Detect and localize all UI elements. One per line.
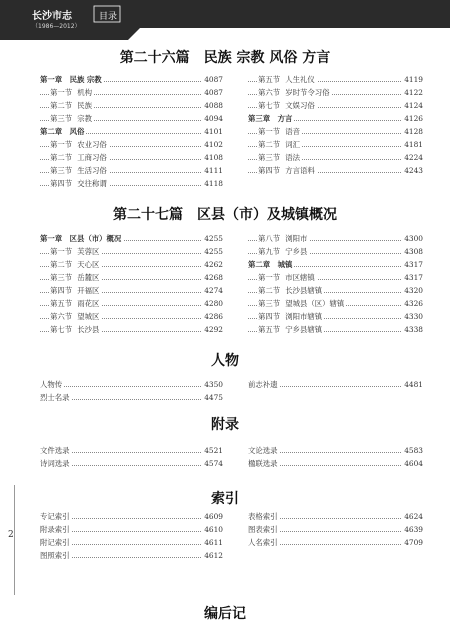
toc-entry-title	[258, 232, 309, 245]
toc-entry-label: 语音	[285, 127, 300, 136]
toc-entry-title	[50, 164, 109, 177]
toc-entry-title	[258, 138, 302, 151]
toc-entry[interactable]	[40, 86, 223, 99]
toc-entry-label: 岁时节令习俗	[285, 88, 330, 97]
toc-section-number: 第三节	[50, 166, 73, 175]
toc-column	[248, 378, 423, 391]
toc-section-number: 第七节	[50, 325, 73, 334]
toc-entry[interactable]	[248, 284, 423, 297]
toc-entry[interactable]	[248, 536, 423, 549]
toc-entry[interactable]	[248, 323, 423, 336]
toc-section-number: 第六节	[258, 88, 281, 97]
toc-page-number: 4574	[204, 459, 223, 468]
toc-entry[interactable]	[40, 510, 223, 523]
toc-page-number: 4286	[204, 312, 223, 321]
toc-column	[40, 510, 223, 562]
toc-entry[interactable]	[40, 151, 223, 164]
toc-column	[248, 510, 423, 549]
toc-entry-label: 表格索引	[248, 512, 278, 521]
toc-page-number: 4639	[404, 525, 423, 534]
toc-entry[interactable]	[40, 391, 223, 404]
toc-column	[40, 378, 223, 404]
toc-page-number: 4611	[204, 538, 223, 547]
toc-entry-label: 专记索引	[40, 512, 70, 521]
toc-entry-title	[50, 297, 101, 310]
toc-chapter-entry[interactable]	[248, 258, 423, 271]
toc-entry[interactable]	[248, 99, 423, 112]
toc-entry-title	[40, 510, 72, 523]
toc-section-number: 第五节	[50, 299, 73, 308]
toc-page-number: 4308	[404, 247, 423, 256]
toc-section-number: 第六节	[50, 312, 73, 321]
toc-entry[interactable]	[248, 73, 423, 86]
toc-chapter-entry[interactable]	[40, 73, 223, 86]
toc-entry-title	[50, 245, 101, 258]
toc-entry[interactable]	[40, 536, 223, 549]
toc-entry-title	[50, 99, 94, 112]
toc-section-number: 第三节	[258, 153, 281, 162]
toc-entry[interactable]	[248, 523, 423, 536]
toc-section-number: 第四节	[258, 312, 281, 321]
toc-entry-label: 浏阳市	[285, 234, 308, 243]
toc-entry-title	[50, 138, 109, 151]
toc-chapter-entry[interactable]	[40, 232, 223, 245]
toc-page-number: 4262	[204, 260, 223, 269]
toc-section-number: 第二节	[50, 260, 73, 269]
toc-entry-label: 人名索引	[248, 538, 278, 547]
toc-entry-label: 第一章 民族 宗教	[40, 75, 102, 84]
toc-entry[interactable]	[40, 549, 223, 562]
toc-entry-title	[248, 510, 280, 523]
toc-page-number: 4274	[204, 286, 223, 295]
toc-section-number: 第九节	[258, 247, 281, 256]
toc-entry-title	[258, 73, 317, 86]
toc-section-number: 第七节	[258, 101, 281, 110]
toc-entry-title	[40, 549, 72, 562]
toc-section-number: 第三节	[50, 114, 73, 123]
toc-entry-title	[248, 112, 294, 125]
toc-entry-label: 宁乡县辖镇	[285, 325, 323, 334]
toc-entry-label: 天心区	[77, 260, 100, 269]
toc-page-number: 4338	[404, 325, 423, 334]
toc-entry[interactable]	[248, 245, 423, 258]
toc-entry-label: 生活习俗	[77, 166, 107, 175]
toc-page-number: 4481	[404, 380, 423, 389]
toc-page-number: 4118	[204, 179, 223, 188]
toc-entry-title	[40, 536, 72, 549]
toc-entry-label: 烈士名录	[40, 393, 70, 402]
toc-page-number: 4181	[404, 140, 423, 149]
toc-entry-label: 图表索引	[248, 525, 278, 534]
toc-entry[interactable]	[40, 245, 223, 258]
toc-entry-label: 第一章 区县（市）概况	[40, 234, 122, 243]
toc-page-number: 4320	[404, 286, 423, 295]
toc-entry[interactable]	[40, 297, 223, 310]
toc-entry-label: 交往称谓	[77, 179, 107, 188]
toc-entry-label: 方言语料	[285, 166, 315, 175]
toc-page-number: 4317	[404, 260, 423, 269]
toc-entry-label: 图照索引	[40, 551, 70, 560]
toc-page-number: 4255	[204, 247, 223, 256]
header-title: 长沙市志	[32, 11, 72, 22]
toc-page-number: 4255	[204, 234, 223, 243]
section-title-suoyin: 索引	[211, 491, 239, 507]
toc-section-number: 第二节	[258, 140, 281, 149]
toc-page-number: 4268	[204, 273, 223, 282]
toc-entry[interactable]	[248, 151, 423, 164]
toc-column	[40, 444, 223, 470]
toc-section-number: 第四节	[258, 166, 281, 175]
toc-section-number: 第三节	[258, 299, 281, 308]
toc-entry[interactable]	[248, 297, 423, 310]
toc-entry-label: 宗教	[77, 114, 92, 123]
toc-entry[interactable]	[40, 112, 223, 125]
toc-entry-title	[50, 177, 109, 190]
toc-entry[interactable]	[40, 457, 223, 470]
toc-entry[interactable]	[40, 177, 223, 190]
toc-entry-title	[258, 86, 332, 99]
toc-entry-label: 第二章 风俗	[40, 127, 85, 136]
toc-entry-label: 芙蓉区	[77, 247, 100, 256]
toc-entry-title	[248, 378, 280, 391]
toc-entry[interactable]	[248, 232, 423, 245]
toc-entry-label: 词汇	[285, 140, 300, 149]
toc-entry-title	[50, 323, 101, 336]
toc-entry-label: 望城区	[77, 312, 100, 321]
toc-entry[interactable]	[40, 271, 223, 284]
toc-entry[interactable]	[248, 444, 423, 457]
toc-entry-label: 浏阳市辖镇	[285, 312, 323, 321]
toc-chapter-entry[interactable]	[248, 112, 423, 125]
toc-page-number: 4101	[204, 127, 223, 136]
toc-section-number: 第四节	[50, 179, 73, 188]
toc-entry-label: 市区辖镇	[285, 273, 315, 282]
toc-entry-title	[258, 297, 346, 310]
toc-page-number: 4330	[404, 312, 423, 321]
toc-column	[248, 73, 423, 177]
toc-entry-title	[258, 271, 317, 284]
toc-entry-title	[258, 151, 302, 164]
toc-entry-label: 雨花区	[77, 299, 100, 308]
toc-entry-title	[40, 232, 123, 245]
toc-page-number: 4624	[404, 512, 423, 521]
toc-page-number: 4292	[204, 325, 223, 334]
toc-page-number: 4243	[404, 166, 423, 175]
toc-entry[interactable]	[248, 310, 423, 323]
toc-section-number: 第一节	[50, 88, 73, 97]
toc-entry-title	[50, 151, 109, 164]
toc-page-number: 4124	[404, 101, 423, 110]
toc-section-number: 第二节	[50, 101, 73, 110]
toc-entry-label: 附录索引	[40, 525, 70, 534]
toc-page-number: 4108	[204, 153, 223, 162]
toc-page-number: 4126	[404, 114, 423, 123]
toc-entry-label: 人物传	[40, 380, 63, 389]
toc-page-number: 4612	[204, 551, 223, 560]
page-number: 2	[8, 530, 14, 540]
toc-page-number: 4521	[204, 446, 223, 455]
toc-entry[interactable]	[248, 378, 423, 391]
toc-entry-label: 宁乡县	[285, 247, 308, 256]
toc-section-number: 第一节	[50, 247, 73, 256]
toc-page-number: 4088	[204, 101, 223, 110]
toc-page-number: 4128	[404, 127, 423, 136]
toc-entry-title	[248, 258, 294, 271]
toc-section-number: 第二节	[258, 286, 281, 295]
toc-entry-label: 开福区	[77, 286, 100, 295]
toc-entry-label: 第二章 城镇	[248, 260, 293, 269]
toc-page-number: 4475	[204, 393, 223, 402]
section-title-bianhouji: 编后记	[204, 606, 246, 622]
toc-column	[40, 73, 223, 190]
toc-entry-title	[40, 378, 64, 391]
toc-entry-label: 楹联选录	[248, 459, 278, 468]
toc-entry-title	[50, 284, 101, 297]
toc-entry[interactable]	[248, 457, 423, 470]
toc-page-number: 4224	[404, 153, 423, 162]
toc-page-number: 4317	[404, 273, 423, 282]
toc-entry[interactable]	[248, 164, 423, 177]
toc-section-number: 第五节	[258, 325, 281, 334]
toc-section-number: 第四节	[50, 286, 73, 295]
toc-page-number: 4300	[404, 234, 423, 243]
toc-entry-title	[40, 73, 104, 86]
toc-entry[interactable]	[40, 523, 223, 536]
toc-entry[interactable]	[248, 510, 423, 523]
toc-entry[interactable]	[248, 86, 423, 99]
toc-entry-title	[50, 271, 101, 284]
toc-entry[interactable]	[40, 99, 223, 112]
toc-page-number: 4122	[404, 88, 423, 97]
toc-page-number: 4102	[204, 140, 223, 149]
toc-entry-title	[40, 457, 72, 470]
toc-entry-label: 前志补遗	[248, 380, 278, 389]
toc-entry-label: 语法	[285, 153, 300, 162]
toc-entry-title	[40, 391, 72, 404]
toc-column	[248, 232, 423, 336]
toc-entry[interactable]	[40, 444, 223, 457]
toc-entry-label: 人生礼仪	[285, 75, 315, 84]
toc-page-number: 4610	[204, 525, 223, 534]
page-edge-rule	[14, 485, 15, 595]
toc-entry-title	[258, 245, 309, 258]
toc-entry[interactable]	[40, 138, 223, 151]
toc-entry-label: 文娱习俗	[285, 101, 315, 110]
toc-column	[248, 444, 423, 470]
toc-page-number: 4111	[204, 166, 223, 175]
section-title-fulu: 附录	[211, 417, 239, 433]
toc-entry[interactable]	[40, 323, 223, 336]
toc-entry-label: 岳麓区	[77, 273, 100, 282]
toc-entry-title	[40, 444, 72, 457]
page-header	[0, 0, 450, 40]
toc-entry-label: 望城县（区）辖镇	[285, 299, 345, 308]
toc-column	[40, 232, 223, 336]
toc-section-number: 第一节	[258, 273, 281, 282]
toc-page-number: 4583	[404, 446, 423, 455]
toc-entry-title	[248, 536, 280, 549]
toc-entry[interactable]	[40, 164, 223, 177]
toc-entry-label: 文件选录	[40, 446, 70, 455]
toc-entry[interactable]	[248, 271, 423, 284]
header-toc-tag: 目录	[99, 12, 118, 22]
toc-entry-title	[248, 523, 280, 536]
toc-entry-title	[258, 164, 317, 177]
toc-page-number: 4119	[404, 75, 423, 84]
toc-entry-title	[50, 86, 94, 99]
toc-page-number: 4609	[204, 512, 223, 521]
toc-entry-title	[50, 310, 101, 323]
toc-entry[interactable]	[40, 378, 223, 391]
toc-entry[interactable]	[248, 138, 423, 151]
toc-page-number: 4326	[404, 299, 423, 308]
toc-page-number: 4087	[204, 75, 223, 84]
toc-entry-title	[258, 99, 317, 112]
toc-section-number: 第五节	[258, 75, 281, 84]
toc-page-number: 4087	[204, 88, 223, 97]
toc-entry-label: 附记索引	[40, 538, 70, 547]
toc-page-number: 4604	[404, 459, 423, 468]
toc-entry-title	[258, 310, 324, 323]
toc-entry-title	[258, 323, 324, 336]
toc-entry[interactable]	[40, 310, 223, 323]
toc-section-number: 第一节	[258, 127, 281, 136]
section-title-renwu: 人物	[211, 353, 239, 369]
leader-dots	[40, 386, 223, 387]
toc-section-number: 第三节	[50, 273, 73, 282]
toc-entry-title	[50, 258, 101, 271]
toc-entry[interactable]	[40, 284, 223, 297]
header-subtitle: （1986—2012）	[32, 23, 81, 30]
toc-entry-label: 第三章 方言	[248, 114, 293, 123]
toc-entry-label: 文论选录	[248, 446, 278, 455]
toc-section-number: 第二节	[50, 153, 73, 162]
toc-entry-label: 机构	[77, 88, 92, 97]
toc-chapter-entry[interactable]	[40, 125, 223, 138]
toc-page-number: 4350	[204, 380, 223, 389]
toc-entry-title	[40, 125, 86, 138]
toc-section-number: 第八节	[258, 234, 281, 243]
toc-entry-title	[248, 444, 280, 457]
toc-entry[interactable]	[40, 258, 223, 271]
toc-page-number: 4280	[204, 299, 223, 308]
toc-entry-label: 长沙县	[77, 325, 100, 334]
toc-entry-label: 长沙县辖镇	[285, 286, 323, 295]
section-title-27: 第二十七篇 区县（市）及城镇概况	[113, 207, 337, 223]
toc-page-number: 4094	[204, 114, 223, 123]
toc-entry-label: 诗词选录	[40, 459, 70, 468]
toc-entry-title	[258, 125, 302, 138]
toc-entry-label: 工商习俗	[77, 153, 107, 162]
toc-entry-title	[40, 523, 72, 536]
toc-section-number: 第一节	[50, 140, 73, 149]
section-title-26: 第二十六篇 民族 宗教 风俗 方言	[119, 50, 331, 66]
toc-entry-title	[248, 457, 280, 470]
toc-entry[interactable]	[248, 125, 423, 138]
toc-entry-label: 民族	[77, 101, 92, 110]
toc-page-number: 4709	[404, 538, 423, 547]
toc-entry-label: 农业习俗	[77, 140, 107, 149]
toc-entry-title	[50, 112, 94, 125]
toc-entry-title	[258, 284, 324, 297]
